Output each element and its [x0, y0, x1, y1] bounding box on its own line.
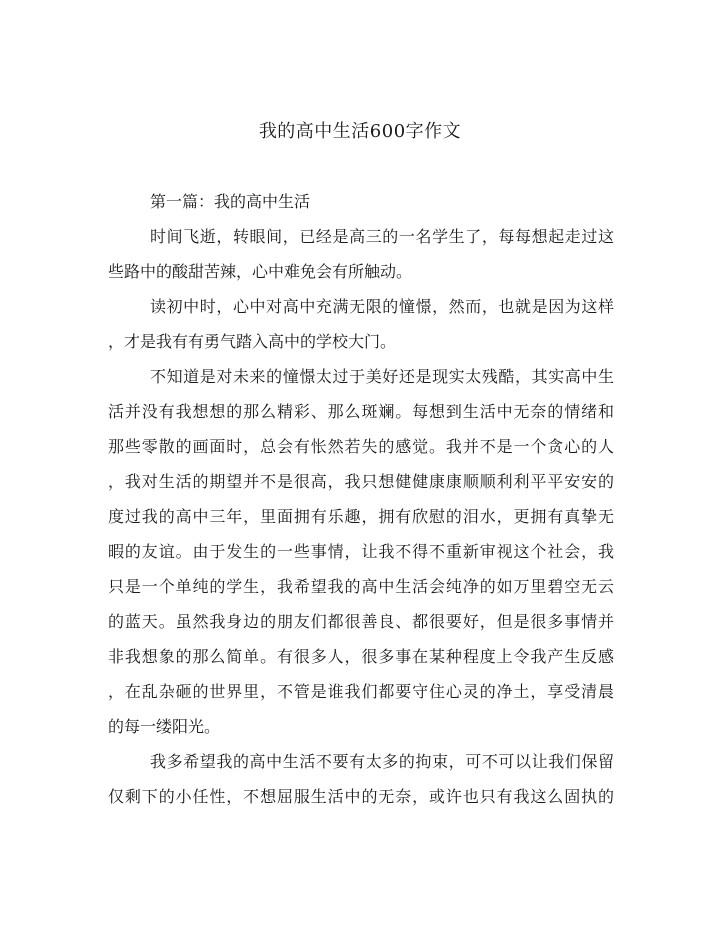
- paragraph-line: 的每一缕阳光。: [108, 717, 221, 736]
- paragraph-line: 非我想象的那么简单。有很多人，很多事在某种程度上令我产生反感: [108, 647, 614, 666]
- paragraph-line: 的蓝天。虽然我身边的朋友们都很善良、都很要好，但是很多事情并: [108, 612, 614, 631]
- paragraph-line: ，在乱杂砸的世界里，不管是谁我们都要守住心灵的净土，享受清晨: [108, 682, 614, 701]
- paragraph-line: 时间飞逝，转眼间，已经是高三的一名学生了，每每想起走过这: [150, 227, 614, 246]
- section-heading: 第一篇：我的高中生活: [150, 192, 311, 211]
- paragraph-line: 我多希望我的高中生活不要有太多的拘束，可不可以让我们保留: [150, 752, 614, 771]
- paragraph-line: 活并没有我想想的那么精彩、那么斑斓。每想到生活中无奈的情绪和: [108, 402, 614, 421]
- document-body: [108, 184, 614, 814]
- paragraph-line: 些路中的酸甜苦辣，心中难免会有所触动。: [108, 262, 413, 281]
- paragraph-line: 度过我的高中三年，里面拥有乐趣，拥有欣慰的泪水，更拥有真挚无: [108, 507, 614, 526]
- paragraph-line: 仅剩下的小任性，不想屈服生活中的无奈，或许也只有我这么固执的: [108, 787, 614, 806]
- document-title: 我的高中生活600字作文: [258, 121, 462, 142]
- paragraph-line: 那些零散的画面时，总会有怅然若失的感觉。我并不是一个贪心的人: [108, 437, 614, 456]
- paragraph-line: 不知道是对未来的憧憬太过于美好还是现实太残酷，其实高中生: [150, 367, 614, 386]
- paragraph-line: ，才是我有有勇气踏入高中的学校大门。: [108, 332, 397, 351]
- paragraph-line: 读初中时，心中对高中充满无限的憧憬，然而，也就是因为这样: [150, 297, 614, 316]
- paragraph-line: 只是一个单纯的学生，我希望我的高中生活会纯净的如万里碧空无云: [108, 577, 614, 596]
- paragraph-line: ，我对生活的期望并不是很高，我只想健健康康顺顺利利平平安安的: [108, 472, 614, 491]
- paragraph-line: 暇的友谊。由于发生的一些事情，让我不得不重新审视这个社会，我: [108, 542, 614, 561]
